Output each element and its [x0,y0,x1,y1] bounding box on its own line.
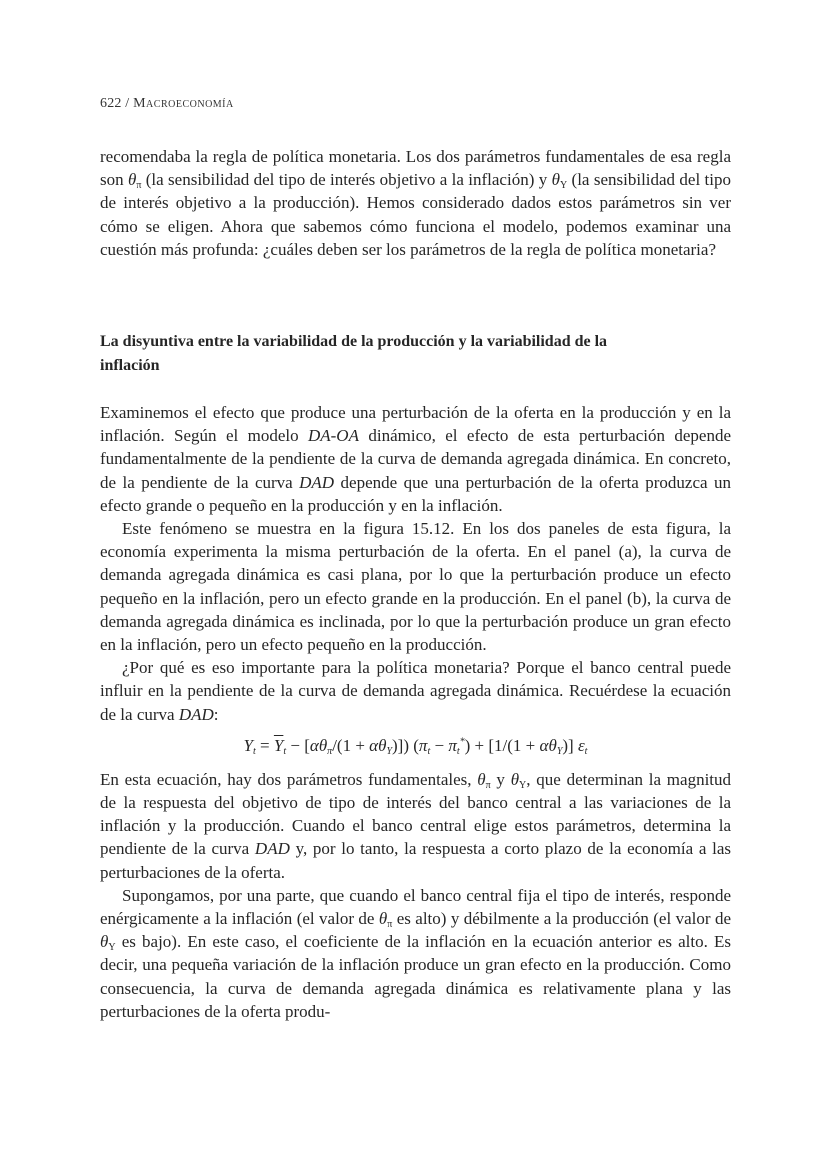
theta-symbol: θ [510,769,520,789]
paragraph-3 [100,656,731,726]
text-run: (la sensibilidad del tipo de interés objetivo a la producción). Hemos considerado dados estos parámetros sin ver cómo se eligen. Ahora que sabemos cómo funciona el modelo, podemos examinar una cuestión más profunda: ¿cuáles deben ser los parámetros de la regla de política monetaria? [100,170,731,259]
section-heading: La disyuntiva entre la variabilidad de la producción y la variabilidad de la inflación [100,333,608,374]
y-subscript: Y [559,180,568,192]
text-run: ¿Por qué es eso importante para la política monetaria? Porque el banco central puede influir en la pendiente de la curva de demanda agregada dinámica. Recuérdese la ecuación de la curva [100,658,731,724]
pi-subscript: π [485,779,491,791]
theta-symbol: θ [127,170,137,190]
text-run: : [213,704,219,724]
y-subscript: Y [519,779,527,791]
pi-subscript: π [387,919,393,931]
running-head [100,96,234,112]
text-run: Supongamos, por una parte, que cuando el banco central fija el tipo de interés, responde enérgicamente a la inflación (el valor de [100,885,731,929]
y-subscript: Y [108,942,116,954]
text-run: es bajo). En este caso, el coeficiente de la inflación en la ecuación anterior es alto. Es decir, una pequeña variación de la inflación produce un gran efecto en la producción. Como consecuencia, la curva de demanda agregada dinámica es relativamente plana y las perturbaciones de la oferta produ- [100,932,731,1021]
text-run: (la sensibilidad del tipo de interés objetivo a la inflación) y [141,170,552,190]
curve-name: DAD [299,472,335,492]
text-run: y, por lo tanto, la respuesta a corto plazo de la economía a las perturbaciones de la oferta. [100,839,731,882]
theta-symbol: θ [477,769,486,789]
text-run: En esta ecuación, hay dos parámetros fundamentales, [100,769,478,789]
paragraph-2: Este fenómeno se muestra en la figura 15.12. En los dos paneles de esta figura, la economía experimenta la misma perturbación de la oferta. En el panel (a), la curva de demanda agregada dinámica es casi plana, por lo que la perturbación produce un efecto pequeño en la inflación, pero un efecto grande en la producción. En el panel (b), la curva de demanda agregada dinámica es inclinada, por lo que la perturbación produce un gran efecto en la inflación, pero un efecto pequeño en la producción. [100,519,731,655]
text-run: dinámico, el efecto de esta perturbación depende fundamentalmente de la pendiente de la curva de demanda agregada dinámica. En concreto, de la pendiente de la curva [100,426,731,492]
text-run: , que determinan la magnitud de la respuesta del objetivo de tipo de interés del banco central a las variaciones de la inflación y la producción. Cuando el banco central elige estos parámetros, determina la pendiente de la curva [100,769,732,859]
text-run: recomendaba la regla de política monetaria. Los dos parámetros fundamentales de esa regla son [100,147,731,190]
text-run: Examinemos el efecto que produce una perturbación de la oferta en la producción y en la inflación. Según el modelo [100,403,731,446]
dad-equation: $Y_t = \overline{Y}_t - [\alpha\theta_\pi/(1 + \alpha\theta_Y)]$) $(\pi_t - \pi_t^*) + [1/(1 + \alpha\theta_Y)]$ $\varepsilon_t$ [243,735,588,757]
text-run: es alto) y débilmente a la producción (el valor de [392,909,731,929]
curve-name: DAD [254,839,290,859]
theta-symbol: θ [378,909,388,929]
curve-name: DAD [178,704,214,724]
paragraph-4 [100,768,731,884]
text-run: y [490,769,511,789]
page-number: 622 [100,96,122,111]
model-name: DA-OA [307,426,359,446]
paragraph-1 [100,401,731,517]
intro-paragraph [100,145,731,261]
book-title: Macroeconomía [133,96,234,111]
theta-symbol: θ [100,932,109,952]
theta-symbol: θ [551,170,560,190]
paragraph-5 [100,884,731,1023]
body-text [100,401,731,1023]
pi-subscript: π [136,180,142,192]
text-run: depende que una perturbación de la oferta produzca un efecto grande o pequeño en la producción y en la inflación. [100,472,731,515]
separator: / [121,96,134,111]
